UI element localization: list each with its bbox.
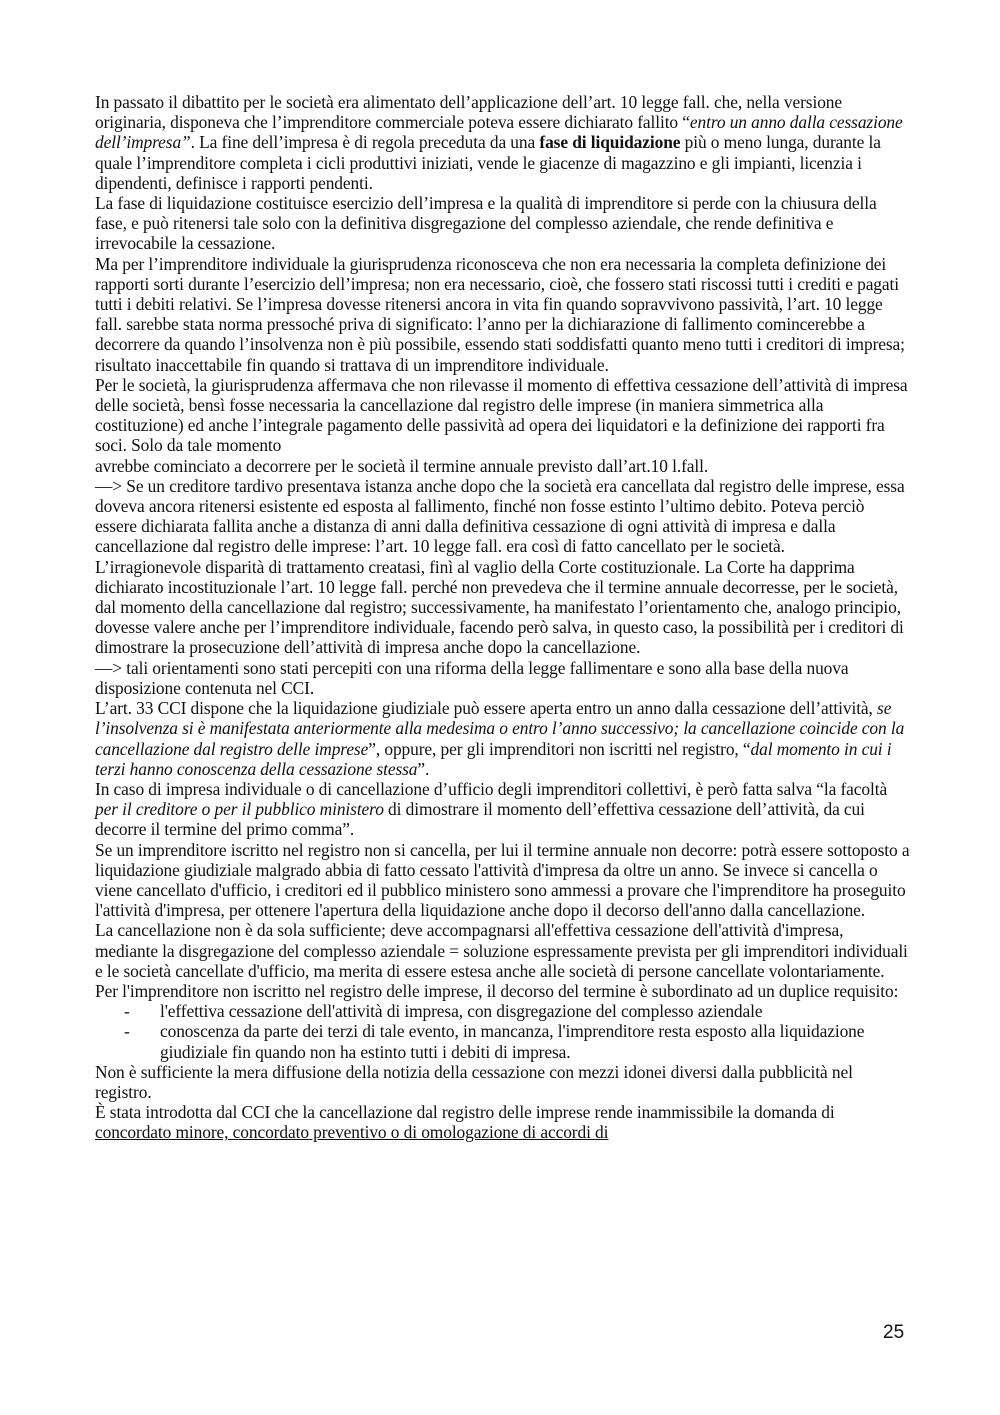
paragraph: La cancellazione non è da sola sufficiente; deve accompagnarsi all'effettiva cessazione dell'attività d'impresa, mediante la disgregazione del complesso aziendale = soluzione espressamente prevista per gli imprenditori individuali e le società cancellate d'ufficio, ma merita di essere estesa anche alle società di persone cancellate volontariamente. <box>95 920 908 981</box>
list-item: - l'effettiva cessazione dell'attività di impresa, con disgregazione del complesso aziendale <box>124 1001 763 1022</box>
list-item: - conoscenza da parte dei terzi di tale evento, in mancanza, l'imprenditore resta esposto alla liquidazione giudiziale fin quando non ha estinto tutti i debiti di impresa. <box>124 1021 865 1062</box>
paragraph: —> tali orientamenti sono stati percepiti con una riforma della legge fallimentare e sono alla base della nuova disposizione contenuta nel CCI. <box>95 657 849 698</box>
italic-quote: per il creditore o per il pubblico ministero <box>95 799 384 820</box>
paragraph: Per l'imprenditore non iscritto nel registro delle imprese, il decorso del termine è subordinato ad un duplice requisito: <box>95 980 899 1001</box>
paragraph: L’irragionevole disparità di trattamento creatasi, finì al vaglio della Corte costituzionale. La Corte ha dapprima dichiarato incostituzionale l’art. 10 legge fall. perché non prevedeva che il termine annuale decorresse, per le società, dal momento della cancellazione dal registro; successivamente, ha manifestato l’orientamento che, analogo principio, dovesse valere anche per l’imprenditore individuale, facendo però salva, in questo caso, la possibilità per i creditori di dimostrare la prosecuzione dell’attività di impresa anche dopo la cancellazione. <box>95 556 904 658</box>
paragraph: Se un imprenditore iscritto nel registro non si cancella, per lui il termine annuale non decorre: potrà essere sottoposto a liquidazione giudiziale malgrado abbia di fatto cessato l'attività d'impresa da oltre un anno. Se invece si cancella o viene cancellato d'ufficio, i creditori ed il pubblico ministero sono ammessi a provare che l'imprenditore ha proseguito l'attività d'impresa, per ottenere l'apertura della liquidazione anche dopo il decorso dell'anno dalla cancellazione. <box>95 839 910 921</box>
bullet-marker: - <box>124 1001 130 1022</box>
bold-term: fase di liquidazione <box>539 132 681 153</box>
paragraph: In caso di impresa individuale o di cancellazione d’ufficio degli imprenditori collettivi, è però fatta salva “la facoltà per il creditore o per il pubblico ministero di dimostrare il momento dell’effettiva cessazione dell’attività, da cui decorre il termine del primo comma”. <box>95 778 888 840</box>
paragraph: Ma per l’imprenditore individuale la giurisprudenza riconosceva che non era necessaria la completa definizione dei rapporti sorti durante l’esercizio dell’impresa; non era necessario, cioè, che fossero stati riscossi tutti i crediti e pagati tutti i debiti relativi. Se l’impresa dovesse ritenersi ancora in vita fin quando sopravvivono passività, l’art. 10 legge fall. sarebbe stata norma pressoché priva di significato: l’anno per la dichiarazione di fallimento comincerebbe a decorrere da quando l’insolvenza non è più possibile, essendo stati soddisfatti quanto meno tutti i creditori di impresa; risultato inaccettabile fin quando si trattava di un imprenditore individuale. <box>95 253 905 375</box>
paragraph: avrebbe cominciato a decorrere per le società il termine annuale previsto dall’art.10 l.fall. <box>95 455 709 476</box>
paragraph: —> Se un creditore tardivo presentava istanza anche dopo che la società era cancellata dal registro delle imprese, essa doveva ancora ritenersi esistente ed esposta al fallimento, finché non fosse estinto l’ultimo debito. Poteva perciò essere dichiarata fallita anche a distanza di anni dalla definitiva cessazione di ogni attività di impresa e dalla cancellazione dal registro delle imprese: l’art. 10 legge fall. era così di fatto cancellato per le società. <box>95 475 905 557</box>
bullet-marker: - <box>124 1021 130 1042</box>
paragraph: L’art. 33 CCI dispone che la liquidazione giudiziale può essere aperta entro un anno dalla cessazione dell’attività, se l’insolvenza si è manifestata anteriormente alla medesima o entro l’anno successivo; la cancellazione coincide con la cancellazione dal registro delle imprese”, oppure, per gli imprenditori non iscritti nel registro, “dal momento in cui i terzi hanno conoscenza della cessazione stessa”. <box>95 698 905 779</box>
page-number: 25 <box>883 1322 905 1343</box>
bullet-list <box>95 1001 910 1062</box>
paragraph: La fase di liquidazione costituisce esercizio dell’impresa e la qualità di imprenditore si perde con la chiusura della fase, e può ritenersi tale solo con la definitiva disgregazione del complesso aziendale, che rende definitiva e irrevocabile la cessazione. <box>95 193 877 254</box>
italic-quote: dal momento in cui i terzi hanno conoscenza della cessazione stessa <box>95 738 892 779</box>
italic-quote: entro un anno dalla cessazione dell’impresa” <box>95 112 903 153</box>
document-body <box>95 92 910 1143</box>
paragraph: È stata introdotta dal CCI che la cancellazione dal registro delle imprese rende inammissibile la domanda di concordato minore, concordato preventivo o di omologazione di accordi di <box>95 1102 835 1143</box>
underlined-text: concordato minore, concordato preventivo o di omologazione di accordi di <box>95 1122 609 1143</box>
italic-quote: se l’insolvenza si è manifestata anteriormente alla medesima o entro l’anno successivo; la cancellazione coincide con la cancellazione dal registro delle imprese <box>95 698 905 759</box>
paragraph: Per le società, la giurisprudenza affermava che non rilevasse il momento di effettiva cessazione dell’attività di impresa delle società, bensì fosse necessaria la cancellazione dal registro delle imprese (in maniera simmetrica alla costituzione) ed anche l’integrale pagamento delle passività ad opera dei liquidatori e la definizione dei rapporti fra soci. Solo da tale momento <box>95 374 908 456</box>
paragraph: Non è sufficiente la mera diffusione della notizia della cessazione con mezzi idonei diversi dalla pubblicità nel registro. <box>95 1061 853 1102</box>
paragraph: In passato il dibattito per le società era alimentato dell’applicazione dell’art. 10 legge fall. che, nella versione originaria, disponeva che l’imprenditore commerciale poteva essere dichiarato fallito “entro un anno dalla cessazione dell’impresa”. La fine dell’impresa è di regola preceduta da una fase di liquidazione più o meno lunga, durante la quale l’imprenditore completa i cicli produttivi iniziati, vende le giacenze di magazzino e gli impianti, licenzia i dipendenti, definisce i rapporti pendenti. <box>95 92 903 193</box>
